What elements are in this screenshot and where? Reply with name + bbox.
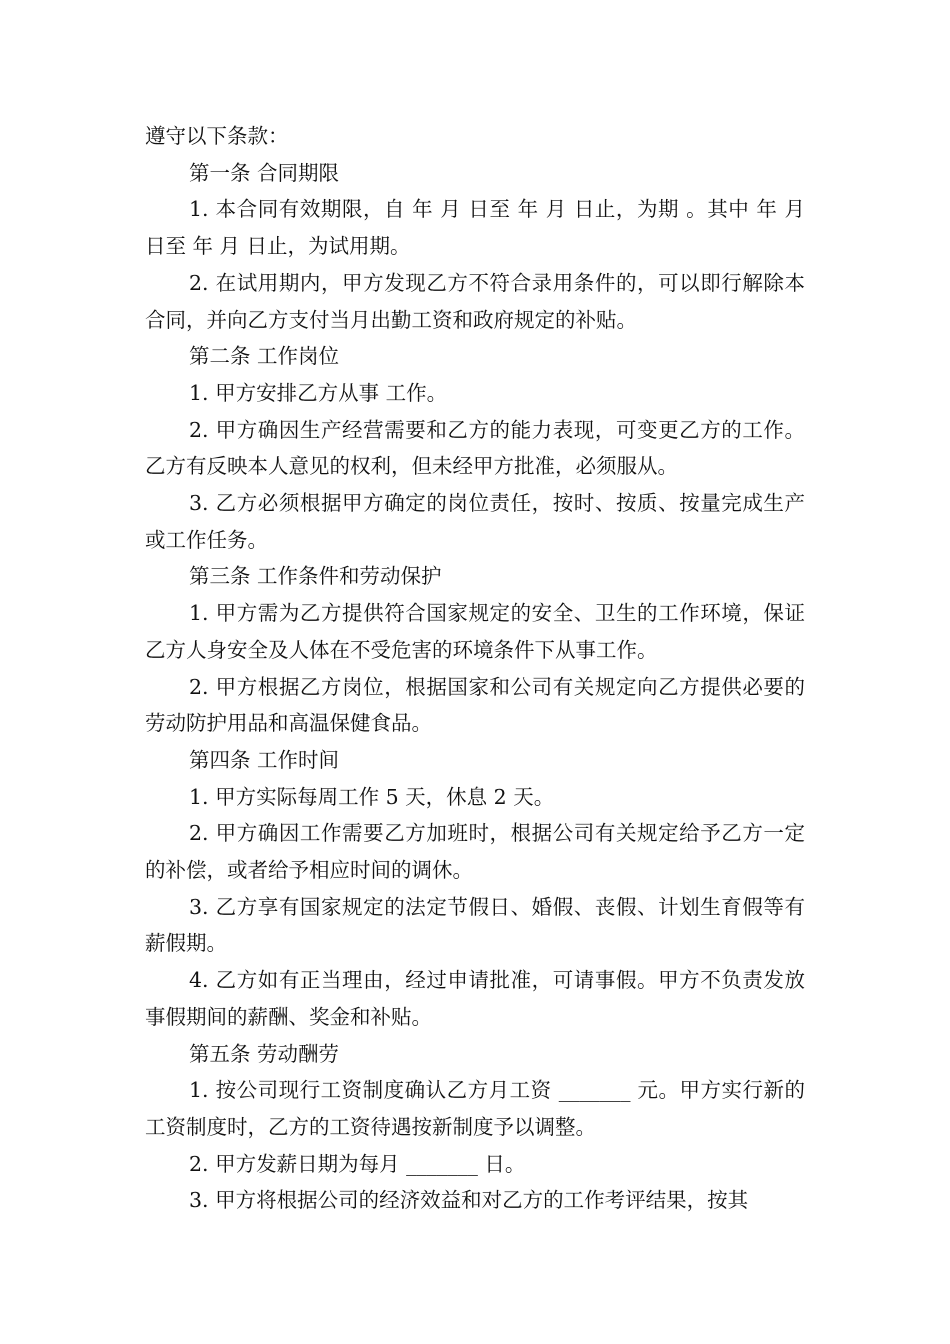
document-body: [145, 118, 805, 1219]
paragraph: 2. 甲方根据乙方岗位，根据国家和公司有关规定向乙方提供必要的劳动防护用品和高温保健食品。: [145, 674, 805, 736]
paragraph: 1. 甲方需为乙方提供符合国家规定的安全、卫生的工作环境，保证乙方人身安全及人体在不受危害的环境条件下从事工作。: [145, 601, 805, 662]
paragraph: 2. 甲方发薪日期为每月 _______ 日。: [189, 1151, 526, 1176]
section-heading: 第二条 工作岗位: [189, 344, 340, 369]
paragraph: 4. 乙方如有正当理由，经过申请批准，可请事假。甲方不负责发放事假期间的薪酬、奖金和补贴。: [145, 968, 805, 1029]
section-heading: 第三条 工作条件和劳动保护: [189, 564, 442, 589]
paragraph: 2. 甲方确因工作需要乙方加班时，根据公司有关规定给予乙方一定的补偿，或者给予相应时间的调休。: [145, 821, 805, 883]
paragraph: 3. 乙方享有国家规定的法定节假日、婚假、丧假、计划生育假等有薪假期。: [145, 894, 805, 956]
paragraph: 1. 甲方实际每周工作 5 天，休息 2 天。: [189, 784, 555, 809]
paragraph: 1. 甲方安排乙方从事 工作。: [189, 380, 448, 405]
paragraph: 3. 乙方必须根据甲方确定的岗位责任，按时、按质、按量完成生产或工作任务。: [145, 491, 805, 552]
paragraph: 1. 本合同有效期限，自 年 月 日至 年 月 日止，为期 。其中 年 月 日至 年 月 日止，为试用期。: [145, 197, 805, 259]
section-heading: 第四条 工作时间: [189, 747, 340, 772]
paragraph: 2. 甲方确因生产经营需要和乙方的能力表现，可变更乙方的工作。乙方有反映本人意见的权利，但未经甲方批准，必须服从。: [145, 417, 805, 479]
section-heading: 第一条 合同期限: [189, 160, 340, 185]
paragraph: 1. 按公司现行工资制度确认乙方月工资 _______ 元。甲方实行新的工资制度时，乙方的工资待遇按新制度予以调整。: [145, 1078, 805, 1139]
section-heading: 第五条 劳动酬劳: [189, 1041, 340, 1066]
paragraph: 3. 甲方将根据公司的经济效益和对乙方的工作考评结果，按其: [189, 1188, 749, 1213]
paragraph: 2. 在试用期内，甲方发现乙方不符合录用条件的，可以即行解除本合同，并向乙方支付当月出勤工资和政府规定的补贴。: [145, 270, 805, 332]
paragraph: 遵守以下条款：: [145, 124, 289, 148]
